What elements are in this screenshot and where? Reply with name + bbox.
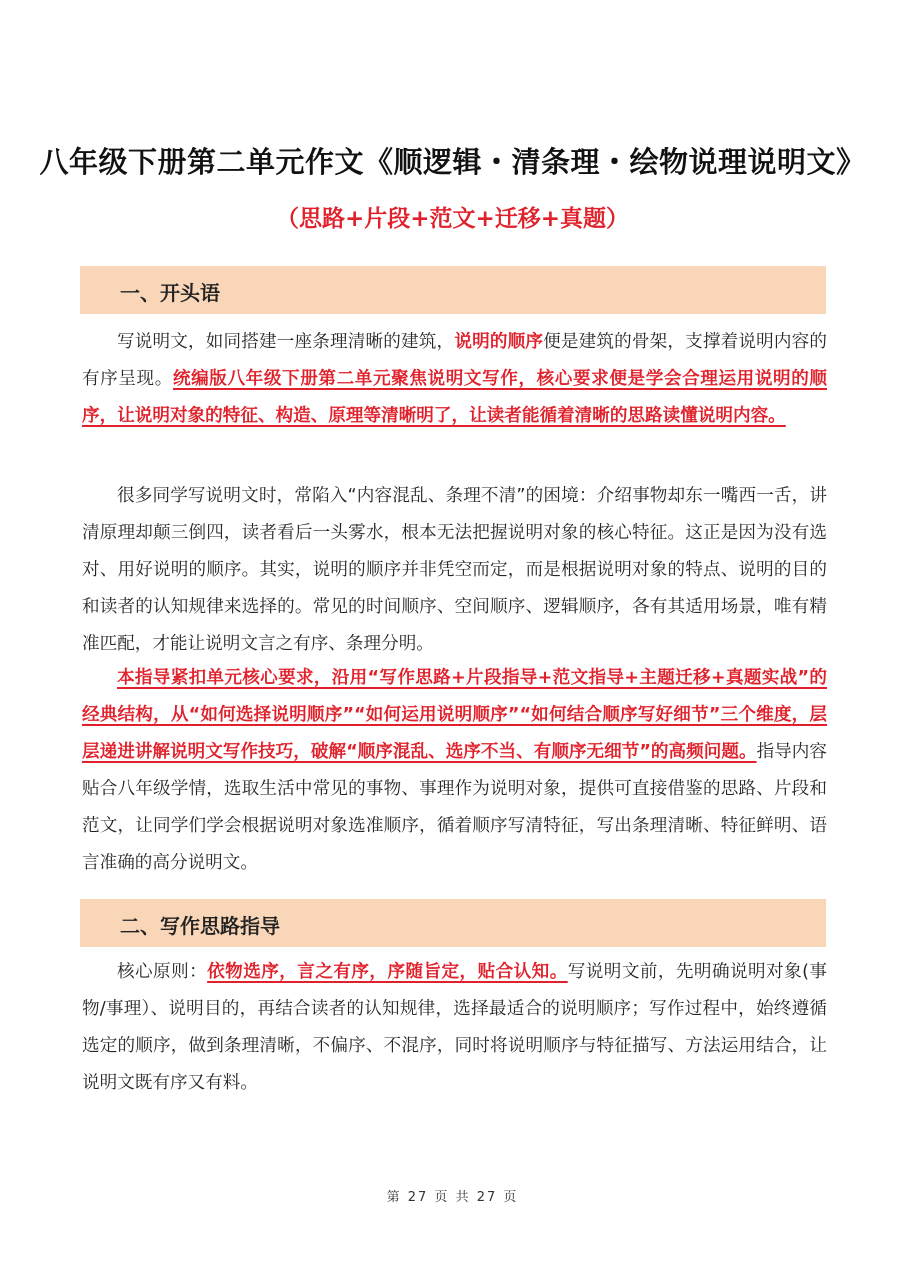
document-title: 八年级下册第二单元作文《顺逻辑・清条理・绘物说理说明文》 [39,145,866,179]
text-run: 核心原则： [117,962,208,982]
text-run: 写说明文，如同搭建一座条理清晰的建筑， [117,332,455,352]
page-footer: 第 27 页 共 27 页 [386,1190,519,1205]
paragraph-intro [82,324,827,435]
text-run: 写说明文前，先明确说明对象(事物/事理）、说明目的，再结合读者的认知规律，选择最适合的说明顺序；写作过程中，始终遵循选定的顺序，做到条理清晰，不偏序、不混序，同时将说明顺序与特征描写、方法运用结合，让说明文既有序又有料。 [82,962,827,1093]
highlight-text: 说明的顺序 [454,332,544,352]
paragraph-problem: 很多同学写说明文时，常陷入“内容混乱、条理不清”的困境：介绍事物却东一嘴西一舌，讲清原理却颠三倒四，读者看后一头雾水，根本无法把握说明对象的核心特征。这正是因为没有选对、用好说明的顺序。其实，说明的顺序并非凭空而定，而是根据说明对象的特点、说明的目的和读者的认知规律来选择的。常见的时间顺序、空间顺序、逻辑顺序，各有其适用场景，唯有精准匹配，才能让说明文言之有序、条理分明。 [82,486,827,654]
text-run: 指导内容贴合八年级学情，选取生活中常见的事物、事理作为说明对象，提供可直接借鉴的思路、片段和范文，让同学们学会根据说明对象选准顺序，循着顺序写清特征，写出条理清晰、特征鲜明、语言准确的高分说明文。 [82,742,827,873]
document-subtitle: （思路+片段+范文+迁移+真题） [275,206,630,232]
section-heading: 二、写作思路指导 [120,914,280,938]
paragraph-core-principle [82,954,827,1102]
section-heading: 一、开头语 [120,281,220,305]
paragraph-guide-overview [82,660,827,882]
section-header-opening [80,266,826,314]
section-header-writing-approach [80,899,826,947]
highlight-underlined-text: 依物选序，言之有序，序随旨定，贴合认知。 [207,962,568,982]
highlight-underlined-text: 统编版八年级下册第二单元聚焦说明文写作，核心要求便是学会合理运用说明的顺序，让说明对象的特征、构造、原理等清晰明了，让读者能循着清晰的思路读懂说明内容。 [82,369,827,426]
text-run: 便是建筑的骨架，支撑着说明内容的有序呈现。 [82,332,827,389]
highlight-underlined-text: 本指导紧扣单元核心要求，沿用“写作思路+片段指导+范文指导+主题迁移+真题实战”的经典结构，从“如何选择说明顺序”“如何运用说明顺序”“如何结合顺序写好细节”三个维度，层层递进讲解说明文写作技巧，破解“顺序混乱、选序不当、有顺序无细节”的高频问题。 [82,668,827,762]
